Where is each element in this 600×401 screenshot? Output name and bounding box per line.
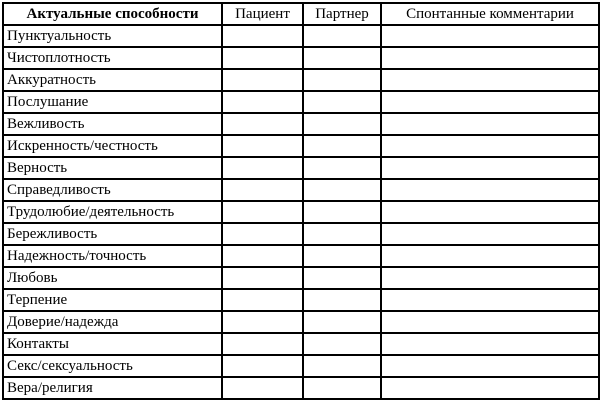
partner-cell[interactable] [303,47,381,69]
patient-cell[interactable] [222,91,303,113]
comments-cell[interactable] [381,91,599,113]
comments-cell[interactable] [381,69,599,91]
comments-cell[interactable] [381,25,599,47]
partner-cell[interactable] [303,25,381,47]
table-row [3,223,599,245]
partner-cell[interactable] [303,113,381,135]
table-row [3,47,599,69]
comments-cell[interactable] [381,179,599,201]
table-body [3,25,599,399]
partner-cell[interactable] [303,223,381,245]
patient-cell[interactable] [222,289,303,311]
ability-name-cell: Вежливость [3,113,222,135]
ability-name-cell: Трудолюбие/деятельность [3,201,222,223]
patient-cell[interactable] [222,69,303,91]
partner-cell[interactable] [303,69,381,91]
comments-cell[interactable] [381,245,599,267]
patient-cell[interactable] [222,223,303,245]
patient-cell[interactable] [222,267,303,289]
ability-name-cell: Терпение [3,289,222,311]
header-row [3,3,599,25]
ability-name-cell: Доверие/надежда [3,311,222,333]
comments-cell[interactable] [381,135,599,157]
ability-name-cell: Аккуратность [3,69,222,91]
comments-cell[interactable] [381,333,599,355]
ability-name-cell: Бережливость [3,223,222,245]
ability-name-cell: Любовь [3,267,222,289]
partner-cell[interactable] [303,267,381,289]
partner-cell[interactable] [303,311,381,333]
partner-cell[interactable] [303,289,381,311]
patient-cell[interactable] [222,47,303,69]
comments-cell[interactable] [381,113,599,135]
ability-name-cell: Контакты [3,333,222,355]
patient-cell[interactable] [222,355,303,377]
table-row [3,267,599,289]
comments-cell[interactable] [381,47,599,69]
table-row [3,355,599,377]
partner-cell[interactable] [303,201,381,223]
patient-cell[interactable] [222,311,303,333]
ability-name-cell: Искренность/честность [3,135,222,157]
abilities-table [2,2,600,400]
table-row [3,289,599,311]
patient-cell[interactable] [222,377,303,399]
partner-cell[interactable] [303,135,381,157]
header-patient: Пациент [222,3,303,25]
partner-cell[interactable] [303,333,381,355]
comments-cell[interactable] [381,355,599,377]
table-row [3,91,599,113]
ability-name-cell: Чистоплотность [3,47,222,69]
patient-cell[interactable] [222,25,303,47]
ability-name-cell: Секс/сексуальность [3,355,222,377]
table-row [3,113,599,135]
comments-cell[interactable] [381,201,599,223]
comments-cell[interactable] [381,267,599,289]
ability-name-cell: Справедливость [3,179,222,201]
partner-cell[interactable] [303,245,381,267]
table-row [3,311,599,333]
comments-cell[interactable] [381,289,599,311]
ability-name-cell: Пунктуальность [3,25,222,47]
partner-cell[interactable] [303,179,381,201]
table-row [3,333,599,355]
patient-cell[interactable] [222,157,303,179]
header-ability: Актуальные способности [3,3,222,25]
ability-name-cell: Послушание [3,91,222,113]
table-row [3,25,599,47]
patient-cell[interactable] [222,245,303,267]
patient-cell[interactable] [222,179,303,201]
partner-cell[interactable] [303,157,381,179]
table-row [3,135,599,157]
patient-cell[interactable] [222,135,303,157]
patient-cell[interactable] [222,333,303,355]
header-comments: Спонтанные комментарии [381,3,599,25]
table-row [3,377,599,399]
table-row [3,69,599,91]
table-row [3,157,599,179]
ability-name-cell: Верность [3,157,222,179]
comments-cell[interactable] [381,311,599,333]
ability-name-cell: Надежность/точность [3,245,222,267]
comments-cell[interactable] [381,157,599,179]
patient-cell[interactable] [222,113,303,135]
header-partner: Партнер [303,3,381,25]
partner-cell[interactable] [303,355,381,377]
patient-cell[interactable] [222,201,303,223]
ability-name-cell: Вера/религия [3,377,222,399]
comments-cell[interactable] [381,377,599,399]
table-row [3,245,599,267]
comments-cell[interactable] [381,223,599,245]
partner-cell[interactable] [303,377,381,399]
table-row [3,179,599,201]
partner-cell[interactable] [303,91,381,113]
table-row [3,201,599,223]
